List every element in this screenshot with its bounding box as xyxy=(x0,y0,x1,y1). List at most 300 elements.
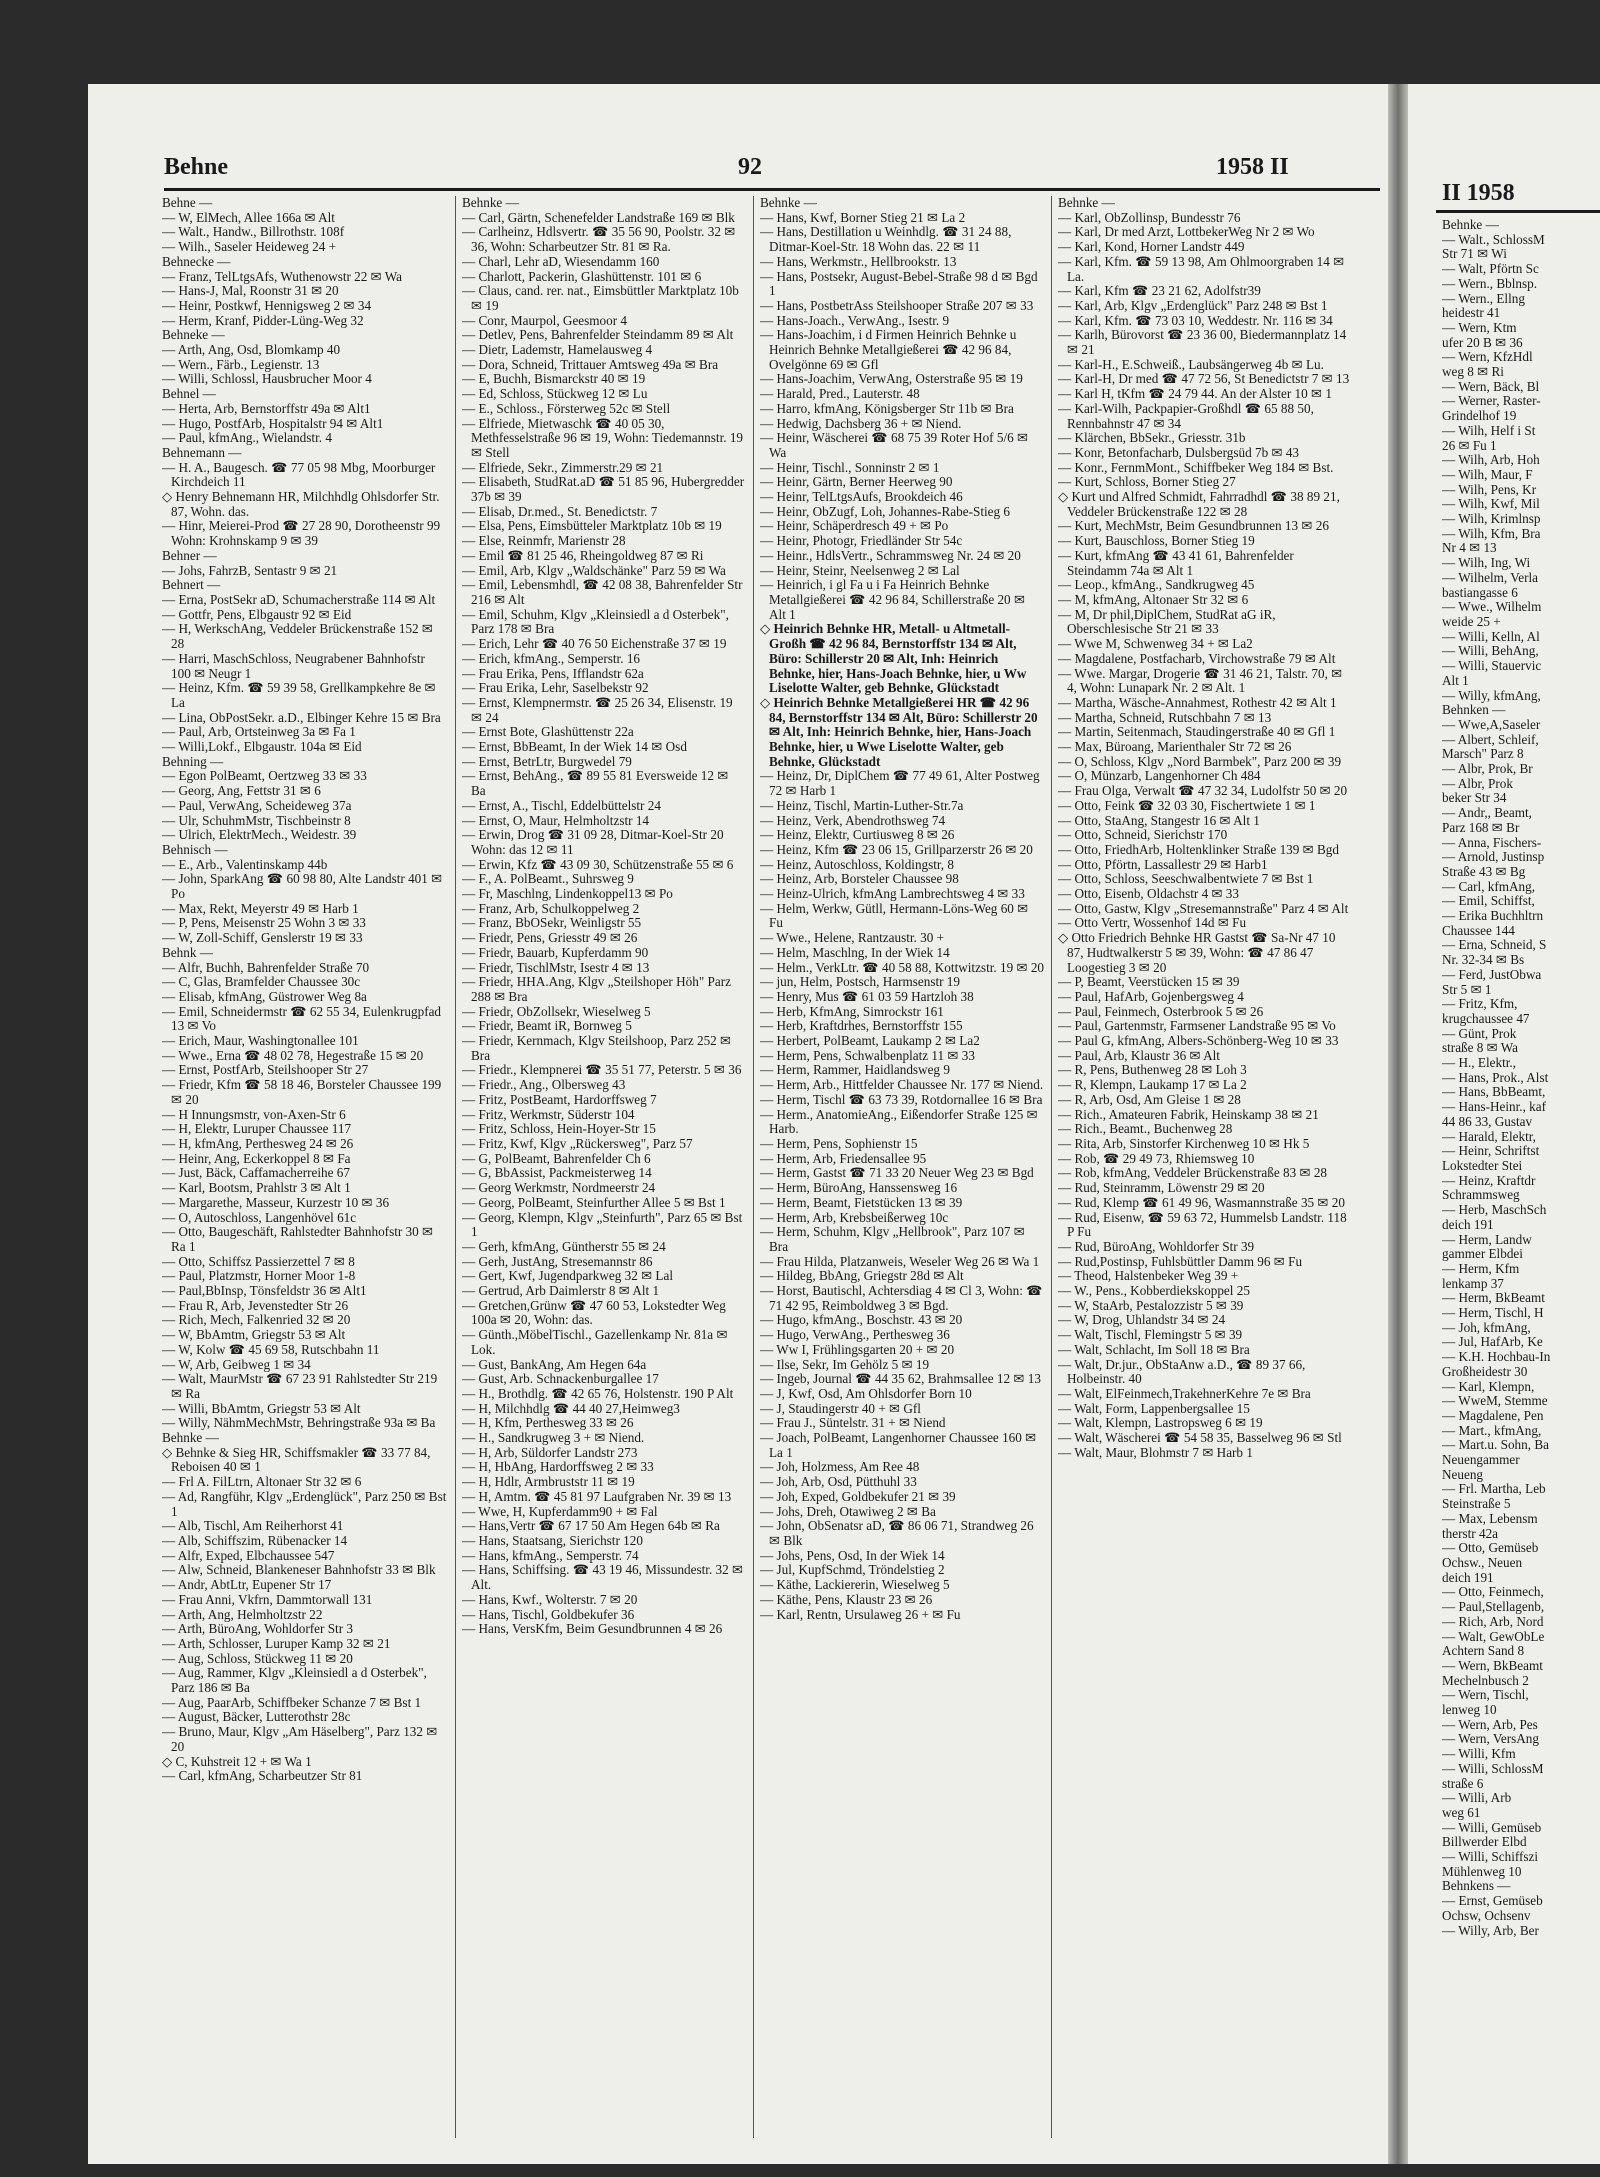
directory-entry: — Wern., Ellng xyxy=(1442,290,1525,306)
directory-entry: — Wern, Arb, Pes xyxy=(1442,1716,1538,1732)
directory-entry: — Karl-H., E.Schweiß., Laubsängerweg 4b ✉ Lu. xyxy=(1058,356,1324,372)
directory-entry: — Ulr, SchuhmMstr, Tischbeinstr 8 xyxy=(162,812,351,828)
directory-entry: — Karl, Kfm. ☎ 73 03 10, Weddestr. Nr. 116 ✉ 34 xyxy=(1058,312,1333,328)
directory-entry: — Friedr, Pens, Griesstr 49 ✉ 26 xyxy=(462,930,638,946)
facing-page xyxy=(1408,84,1600,2164)
directory-entry: — Herbert, PolBeamt, Laukamp 2 ✉ La2 xyxy=(760,1033,980,1049)
directory-entry: Neueng xyxy=(1442,1466,1484,1482)
directory-entry: — Else, Reinmfr, Marienstr 28 xyxy=(462,533,626,549)
header-rule xyxy=(164,188,1380,191)
directory-entry: Alt 1 xyxy=(1442,672,1469,688)
directory-entry: — Franz, TelLtgsAfs, Wuthenowstr 22 ✉ Wa xyxy=(162,268,403,284)
directory-entry: — W, Kolw ☎ 45 69 58, Rutschbahn 11 xyxy=(162,1341,380,1357)
directory-entry: — Walt, Schlacht, Im Soll 18 ✉ Bra xyxy=(1058,1341,1250,1357)
directory-entry: — Theod, Halstenbeker Weg 39 + xyxy=(1058,1268,1239,1284)
directory-entry: — Otto, StaAng, Stangestr 16 ✉ Alt 1 xyxy=(1058,812,1260,828)
directory-entry: — Horst, Bautischl, Achtersdiag 4 ✉ Cl 3, Wohn: ☎ 71 42 95, Reimboldweg 3 ✉ Bgd. xyxy=(760,1283,1043,1313)
directory-entry: ◇ Henry Behnemann HR, Milchhdlg Ohlsdorfer Str. 87, Wohn. das. xyxy=(162,489,440,519)
directory-entry: — Wilh, Kfm, Bra xyxy=(1442,525,1541,541)
directory-entry: — Willy, kfmAng, xyxy=(1442,687,1541,703)
directory-entry: — Hans, Destillation u Weinhdlg. ☎ 31 24 88, Ditmar-Koel-Str. 18 Wohn das. 22 ✉ 11 xyxy=(760,224,1012,255)
directory-entry: — Alb, Tischl, Am Reiherhorst 41 xyxy=(162,1518,344,1534)
directory-entry: Steinstraße 5 xyxy=(1442,1496,1511,1512)
directory-entry: — Herm, Tischl, H xyxy=(1442,1305,1544,1321)
directory-entry: — Elfriede, Sekr., Zimmerstr.29 ✉ 21 xyxy=(462,459,664,475)
directory-entry: — Fritz, PostBeamt, Hardorffsweg 7 xyxy=(462,1091,657,1107)
directory-entry: — Kurt, Schloss, Borner Stieg 27 xyxy=(1058,474,1236,490)
directory-entry: — Herm, Kfm xyxy=(1442,1260,1520,1276)
directory-entry: — Ad, Rangführ, Klgv „Erdenglück", Parz 250 ✉ Bst 1 xyxy=(162,1488,447,1519)
facing-page-header: II 1958 xyxy=(1442,180,1515,206)
directory-entry: — Otto, Feinmech, xyxy=(1442,1584,1544,1600)
directory-entry: — Ernst, BetrLtr, Burgwedel 79 xyxy=(462,753,632,769)
directory-entry: — Herm, Tischl ☎ 63 73 39, Rotdornallee 16 ✉ Bra xyxy=(760,1091,1043,1107)
directory-entry: — Andr, AbtLtr, Eupener Str 17 xyxy=(162,1577,332,1593)
directory-entry: — Georg Werkmstr, Nordmeerstr 24 xyxy=(462,1180,656,1196)
directory-entry: — W, StaArb, Pestalozzistr 5 ✉ 39 xyxy=(1058,1297,1244,1313)
directory-entry: — Harro, kfmAng, Königsberger Str 11b ✉ Bra xyxy=(760,400,1014,416)
directory-entry: — Kurt, Bauschloss, Borner Stieg 19 xyxy=(1058,533,1255,549)
directory-entry: — Kurt, kfmAng ☎ 43 41 61, Bahrenfelder Steindamm 74a ✉ Alt 1 xyxy=(1058,547,1294,578)
directory-entry: — Herb, Kraftdrhes, Bernstorffstr 155 xyxy=(760,1018,963,1034)
directory-entry: — Frl A. FilLtrn, Altonaer Str 32 ✉ 6 xyxy=(162,1474,362,1490)
directory-entry: weg 61 xyxy=(1442,1804,1481,1820)
directory-entry: ◇ Behnke & Sieg HR, Schiffsmakler ☎ 33 77 84, Reboisen 40 ✉ 1 xyxy=(162,1444,431,1475)
directory-entry: — Karl-Wilh, Packpapier-Großhdl ☎ 65 88 50, Rennbahnstr 47 ✉ 34 xyxy=(1058,400,1314,431)
directory-entry: — Andr,, Beamt, xyxy=(1442,805,1532,821)
directory-entry: — Friedr, TischlMstr, Isestr 4 ✉ 13 xyxy=(462,959,650,975)
directory-entry: — Emil, Schneidermstr ☎ 62 55 34, Eulenkrugpfad 13 ✉ Vo xyxy=(162,1003,442,1034)
directory-entry: — Herm, BkBeamt xyxy=(1442,1290,1545,1306)
directory-entry: — Hans, Werkmstr., Hellbrookstr. 13 xyxy=(760,253,957,269)
directory-entry: — Hans-J, Mal, Roonstr 31 ✉ 20 xyxy=(162,283,339,299)
directory-entry: — Ernst, Gemüseb xyxy=(1442,1893,1543,1909)
directory-entry: — Kurt, MechMstr, Beim Gesundbrunnen 13 ✉ 26 xyxy=(1058,518,1329,534)
directory-entry: — Johs, Dreh, Otawiweg 2 ✉ Ba xyxy=(760,1503,936,1519)
facing-header-rule xyxy=(1436,210,1600,213)
directory-entry: — Walt, Pförtn Sc xyxy=(1442,261,1539,277)
directory-entry: — Hans-Joachim, i d Firmen Heinrich Behnke u Heinrich Behnke Metallgießerei ☎ 42 96 84, Ovelgönne 69 ✉ Gfl xyxy=(760,327,1017,372)
directory-entry: — Willi,Lokf., Elbgaustr. 104a ✉ Eid xyxy=(162,739,362,755)
directory-entry: weide 25 + xyxy=(1442,613,1501,629)
directory-entry: Billwerder Elbd xyxy=(1442,1834,1527,1850)
directory-entry: — Heinr, Schriftst xyxy=(1442,1143,1540,1159)
directory-entry: — Willi, Schlossl, Hausbrucher Moor 4 xyxy=(162,371,372,387)
directory-entry: — Wern., Bblnsp. xyxy=(1442,275,1538,291)
directory-entry: Straße 43 ✉ Bg xyxy=(1442,863,1526,879)
directory-entry: — Dora, Schneid, Trittauer Amtsweg 49a ✉ Bra xyxy=(462,356,719,372)
directory-entry: — Wilh, Maur, F xyxy=(1442,466,1533,482)
directory-entry: — Erna, Schneid, S xyxy=(1442,937,1547,953)
directory-entry: — Egon PolBeamt, Oertzweg 33 ✉ 33 xyxy=(162,768,367,784)
directory-entry: — Carl, kfmAng, Scharbeutzer Str 81 xyxy=(162,1768,363,1784)
column-3 xyxy=(760,196,1044,2138)
directory-entry: — Heinz, Autoschloss, Koldingstr, 8 xyxy=(760,856,954,872)
directory-entry: — Otto, Gastw, Klgv „Stresemannstraße" Parz 4 ✉ Alt xyxy=(1058,900,1349,916)
directory-entry: — O, Autoschloss, Langenhövel 61c xyxy=(162,1209,357,1225)
directory-entry: — Willy, Arb, Ber xyxy=(1442,1922,1539,1938)
directory-entry: — Friedr., Klempnerei ☎ 35 51 77, Peterstr. 5 ✉ 36 xyxy=(462,1062,742,1078)
directory-entry: — H Innungsmstr, von-Axen-Str 6 xyxy=(162,1106,346,1122)
directory-entry: — Walt, Dr.jur., ObStaAnw a.D., ☎ 89 37 66, Holbeinstr. 40 xyxy=(1058,1356,1306,1387)
directory-entry: — Wwe., Erna ☎ 48 02 78, Hegestraße 15 ✉ 20 xyxy=(162,1047,424,1063)
directory-entry: — Carl, kfmAng, xyxy=(1442,878,1536,894)
directory-entry: — H., Elektr., xyxy=(1442,1055,1516,1071)
directory-entry: — Walt, Klempn, Lastropsweg 6 ✉ 19 xyxy=(1058,1415,1263,1431)
directory-entry: — Wilh., Saseler Heideweg 24 + xyxy=(162,239,337,255)
directory-entry: — Harald, Pred., Lauterstr. 48 xyxy=(760,386,920,402)
directory-entry: — F., A. PolBeamt., Suhrsweg 9 xyxy=(462,871,634,887)
directory-entry: — Carlheinz, Hdlsvertr. ☎ 35 56 90, Poolstr. 32 ✉ 36, Wohn: Scharbeutzer Str. 81 ✉ Ra. xyxy=(462,224,736,255)
directory-entry: — R, Arb, Osd, Am Gleise 1 ✉ 28 xyxy=(1058,1091,1241,1107)
directory-entry: — Frau Erika, Pens, Ifflandstr 62a xyxy=(462,665,644,681)
directory-entry: — Gerh, kfmAng, Güntherstr 55 ✉ 24 xyxy=(462,1238,666,1254)
directory-entry: — Fr, Maschlng, Lindenkoppel13 ✉ Po xyxy=(462,886,673,902)
surname-heading: Behnke — xyxy=(162,1430,219,1446)
directory-entry: — Walt, Form, Lappenbergsallee 15 xyxy=(1058,1400,1250,1416)
directory-entry: — Rob, ☎ 29 49 73, Rhiemsweg 10 xyxy=(1058,1150,1255,1166)
surname-heading: Behnert — xyxy=(162,577,221,593)
directory-entry: — E, Buchh, Bismarckstr 40 ✉ 19 xyxy=(462,371,646,387)
directory-entry: — Wilh, Ing, Wi xyxy=(1442,555,1531,571)
directory-entry: Schrammsweg xyxy=(1442,1187,1520,1203)
directory-entry: — Frau Hilda, Platzanweis, Weseler Weg 26 ✉ Wa 1 xyxy=(760,1253,1040,1269)
directory-entry: — H., Brothdlg. ☎ 42 65 76, Holstenstr. 190 P Alt xyxy=(462,1385,734,1401)
directory-entry: — Gretchen,Grünw ☎ 47 60 53, Lokstedter Weg 100a ✉ 20, Wohn: das. xyxy=(462,1297,726,1328)
directory-entry: — Emil, Schiffst, xyxy=(1442,893,1535,909)
directory-entry: — Otto, Pförtn, Lassallestr 29 ✉ Harb1 xyxy=(1058,856,1268,872)
directory-entry: — Heinr, Photogr, Friedländer Str 54c xyxy=(760,533,963,549)
directory-entry: Behnken — xyxy=(1442,702,1506,718)
directory-entry: — Willi, SchlossM xyxy=(1442,1760,1544,1776)
directory-entry: — Rud,Postinsp, Fuhlsbüttler Damm 96 ✉ Fu xyxy=(1058,1253,1303,1269)
directory-entry: — Willi, Kelln, Al xyxy=(1442,628,1540,644)
directory-entry: Behnkens — xyxy=(1442,1878,1511,1894)
directory-entry: Neuengammer xyxy=(1442,1452,1520,1468)
directory-entry: — Martha, Schneid, Rutschbahn 7 ✉ 13 xyxy=(1058,709,1272,725)
directory-entry: — Elsa, Pens, Eimsbütteler Marktplatz 10b ✉ 19 xyxy=(462,518,722,534)
column-1 xyxy=(162,196,448,2138)
directory-entry: — Hans, Kwf., Wolterstr. 7 ✉ 20 xyxy=(462,1591,638,1607)
directory-entry: — Mart.u. Sohn, Ba xyxy=(1442,1437,1549,1453)
directory-entry: — P, Beamt, Veerstücken 15 ✉ 39 xyxy=(1058,974,1240,990)
directory-entry: — Willi, Stauervic xyxy=(1442,658,1542,674)
directory-entry: — Herm, Arb., Hittfelder Chaussee Nr. 177 ✉ Niend. xyxy=(760,1077,1044,1093)
directory-entry: — Paul G, kfmAng, Albers-Schönberg-Weg 10 ✉ 33 xyxy=(1058,1033,1339,1049)
directory-entry: — Willi, Schiffszi xyxy=(1442,1849,1539,1865)
directory-entry: — Wilhelm, Verla xyxy=(1442,569,1539,585)
directory-entry: — Hans,Vertr ☎ 67 17 50 Am Hegen 64b ✉ Ra xyxy=(462,1518,720,1534)
directory-entry: — Ilse, Sekr, Im Gehölz 5 ✉ 19 xyxy=(760,1356,930,1372)
directory-entry: Chaussee 144 xyxy=(1442,922,1515,938)
directory-entry: — Konr, Betonfacharb, Dulsbergsüd 7b ✉ 43 xyxy=(1058,444,1300,460)
directory-entry: — G, BbAssist, Packmeisterweg 14 xyxy=(462,1165,652,1181)
directory-entry: — H, Hdlr, Armbruststr 11 ✉ 19 xyxy=(462,1474,635,1490)
directory-entry: — Erich, Lehr ☎ 40 76 50 Eichenstraße 37 ✉ 19 xyxy=(462,636,727,652)
directory-entry: — Herm., AnatomieAng., Eißendorfer Straße 125 ✉ Harb. xyxy=(760,1106,1038,1137)
directory-entry: — Emil, Lebensmhdl, ☎ 42 08 38, Bahrenfelder Str 216 ✉ Alt xyxy=(462,577,743,607)
running-head-year: 1958 II xyxy=(1216,154,1289,180)
directory-entry: — Aug, Rammer, Klgv „Kleinsiedl a d Osterbek", Parz 186 ✉ Ba xyxy=(162,1665,427,1696)
directory-entry: — Herta, Arb, Bernstorffstr 49a ✉ Alt1 xyxy=(162,400,371,416)
directory-entry: Parz 168 ✉ Br xyxy=(1442,819,1520,835)
directory-entry: — Albert, Schleif, xyxy=(1442,731,1539,747)
directory-entry: — Fritz, Schloss, Hein-Hoyer-Str 15 xyxy=(462,1121,656,1137)
directory-entry: — Rich, Mech, Falkenried 32 ✉ 20 xyxy=(162,1312,351,1328)
directory-entry: — Margarethe, Masseur, Kurzestr 10 ✉ 36 xyxy=(162,1194,390,1210)
directory-entry: — Heinz, Elektr, Curtiusweg 8 ✉ 26 xyxy=(760,827,955,843)
directory-entry: — Alfr, Exped, Elbchaussee 547 xyxy=(162,1547,335,1563)
directory-entry: — Friedr., Ang., Olbersweg 43 xyxy=(462,1077,626,1093)
directory-entry: — Ingeb, Journal ☎ 44 35 62, Brahmsallee 12 ✉ 13 xyxy=(760,1371,1041,1387)
directory-entry: — Käthe, Pens, Klaustr 23 ✉ 26 xyxy=(760,1591,933,1607)
directory-entry: — Otto, FriedhArb, Holtenklinker Straße 139 ✉ Bgd xyxy=(1058,841,1339,857)
directory-entry: weg 8 ✉ Ri xyxy=(1442,364,1504,380)
directory-entry: — Elisabeth, StudRat.aD ☎ 51 85 96, Hubergredder 37b ✉ 39 xyxy=(462,474,745,505)
column-divider xyxy=(753,196,754,2138)
directory-entry: — Aug, Schloss, Stückweg 11 ✉ 20 xyxy=(162,1650,353,1666)
directory-entry: — R, Klempn, Laukamp 17 ✉ La 2 xyxy=(1058,1077,1247,1093)
directory-entry: — Paul, Gartenmstr, Farmsener Landstraße 95 ✉ Vo xyxy=(1058,1018,1336,1034)
directory-entry: — Arth, Ang, Helmholtzstr 22 xyxy=(162,1606,323,1622)
directory-entry: — Hugo, PostfArb, Hospitalstr 94 ✉ Alt1 xyxy=(162,415,384,431)
directory-entry: — Herm, Pens, Schwalbenplatz 11 ✉ 33 xyxy=(760,1047,975,1063)
directory-entry: — Helm, Werkw, Gütll, Hermann-Löns-Weg 60 ✉ Fu xyxy=(760,900,1029,931)
directory-entry: — Karl, Klempn, xyxy=(1442,1378,1535,1394)
directory-entry: — Frl. Martha, Leb xyxy=(1442,1481,1546,1497)
directory-entry: — Otto, Baugeschäft, Rahlstedter Bahnhofstr 30 ✉ Ra 1 xyxy=(162,1224,434,1254)
directory-entry: — Heinr, Steinr, Neelsenweg 2 ✉ Lal xyxy=(760,562,960,578)
directory-entry: — Gertrud, Arb Daimlerstr 8 ✉ Alt 1 xyxy=(462,1283,660,1299)
directory-entry: — Rud, Eisenw, ☎ 59 63 72, Hummelsb Landstr. 118 P Fu xyxy=(1058,1209,1347,1240)
directory-entry: — Paul, HafArb, Gojenbergsweg 4 xyxy=(1058,988,1244,1004)
directory-entry: Str 5 ✉ 1 xyxy=(1442,981,1492,997)
directory-entry: Nr. 32-34 ✉ Bs xyxy=(1442,952,1525,968)
directory-entry: — Paul,BbInsp, Tönsfeldstr 36 ✉ Alt1 xyxy=(162,1283,367,1299)
directory-entry: — Joh, Arb, Osd, Pütthuhl 33 xyxy=(760,1474,917,1490)
directory-entry: — Elfriede, Mietwaschk ☎ 40 05 30, Methfesselstraße 96 ✉ 19, Wohn: Tiedemannstr. 19 ✉ Stell xyxy=(462,415,744,460)
directory-entry: — Detlev, Pens, Bahrenfelder Steindamm 89 ✉ Alt xyxy=(462,327,734,343)
directory-entry: — Rud, Klemp ☎ 61 49 96, Wasmannstraße 35 ✉ 20 xyxy=(1058,1194,1345,1210)
directory-entry: — Wwe M, Schwenweg 34 + ✉ La2 xyxy=(1058,636,1253,652)
directory-entry: — Emil, Arb, Klgv „Waldschänke" Parz 59 ✉ Wa xyxy=(462,562,726,578)
directory-entry: — Walt., SchlossM xyxy=(1442,231,1545,247)
directory-entry: — Willi, BbAmtm, Griegstr 53 ✉ Alt xyxy=(162,1400,361,1416)
directory-entry: — Arth, BüroAng, Wohldorfer Str 3 xyxy=(162,1621,353,1637)
directory-entry: — Heinz, Arb, Borsteler Chaussee 98 xyxy=(760,871,959,887)
directory-entry: — Erwin, Kfz ☎ 43 09 30, Schützenstraße 55 ✉ 6 xyxy=(462,856,734,872)
directory-entry: — Heinr, Tischl., Sonninstr 2 ✉ 1 xyxy=(760,459,940,475)
directory-entry: — H, kfmAng, Perthesweg 24 ✉ 26 xyxy=(162,1136,354,1151)
directory-entry: — Frau Anni, Vkfrn, Dammtorwall 131 xyxy=(162,1591,373,1607)
directory-entry: — M, kfmAng, Altonaer Str 32 ✉ 6 xyxy=(1058,591,1249,607)
directory-entry: — Hugo, kfmAng., Boschstr. 43 ✉ 20 xyxy=(760,1312,963,1328)
directory-entry: — Otto, Feink ☎ 32 03 30, Fischertwiete 1 ✉ 1 xyxy=(1058,797,1316,813)
directory-entry: — C, Glas, Bramfelder Chaussee 30c xyxy=(162,974,361,990)
page-number: 92 xyxy=(738,154,762,180)
directory-entry: — Hans-Heinr., kaf xyxy=(1442,1099,1547,1115)
directory-entry: — Hans, PostbetrAss Steilshooper Straße 207 ✉ 33 xyxy=(760,297,1034,313)
directory-entry: — Franz, Arb, Schulkoppelweg 2 xyxy=(462,900,640,916)
directory-entry: — Elisab, kfmAng, Güstrower Weg 8a xyxy=(162,988,367,1004)
directory-entry: — Friedr, Kfm ☎ 58 18 46, Borsteler Chaussee 199 ✉ 20 xyxy=(162,1077,442,1107)
directory-entry: — Karl, Arb, Klgv „Erdenglück" Parz 248 ✉ Bst 1 xyxy=(1058,297,1328,313)
directory-entry: deich 191 xyxy=(1442,1569,1494,1585)
directory-entry: — Paul, Platzmstr, Horner Moor 1-8 xyxy=(162,1268,356,1284)
directory-entry: — Leop., kfmAng., Sandkrugweg 45 xyxy=(1058,577,1255,593)
directory-entry: — Wwe. Margar, Drogerie ☎ 31 46 21, Talstr. 70, ✉ 4, Wohn: Lunapark Nr. 2 ✉ Alt. 1 xyxy=(1058,665,1343,696)
directory-entry: — Arth, Schlosser, Luruper Kamp 32 ✉ 21 xyxy=(162,1635,391,1651)
directory-entry: — Friedr, Bauarb, Kupferdamm 90 xyxy=(462,944,649,960)
directory-entry: — Max, Lebensm xyxy=(1442,1510,1538,1526)
directory-entry: — Hedwig, Dachsberg 36 + ✉ Niend. xyxy=(760,415,962,431)
directory-entry: — Friedr, Kernmach, Klgv Steilshoop, Parz 252 ✉ Bra xyxy=(462,1033,732,1063)
directory-entry: — Joh, Holzmess, Am Ree 48 xyxy=(760,1459,920,1475)
directory-entry: — Wern., Färb., Legienstr. 13 xyxy=(162,356,320,372)
directory-entry: Nr 4 ✉ 13 xyxy=(1442,540,1497,556)
directory-entry: — WweM, Stemme xyxy=(1442,1393,1548,1409)
directory-entry: — Herm, Pens, Sophienstr 15 xyxy=(760,1136,918,1151)
directory-entry: — H. A., Baugesch. ☎ 77 05 98 Mbg, Moorburger Kirchdeich 11 xyxy=(162,459,436,490)
directory-entry: — Johs, FahrzB, Sentastr 9 ✉ 21 xyxy=(162,562,338,578)
directory-entry: 44 86 33, Gustav xyxy=(1442,1113,1533,1129)
directory-entry: — Gottfr, Pens, Elbgaustr 92 ✉ Eid xyxy=(162,606,352,622)
directory-entry: — Martha, Wäsche-Annahmest, Rothestr 42 ✉ Alt 1 xyxy=(1058,694,1337,710)
directory-entry: — Karl H, tKfm ☎ 24 79 44. An der Alster 10 ✉ 1 xyxy=(1058,386,1332,402)
directory-entry: — Wilh, Krimlnsp xyxy=(1442,511,1541,527)
directory-entry: — Paul, VerwAng, Scheideweg 37a xyxy=(162,797,352,813)
directory-entry: — Elisab, Dr.med., St. Benedictstr. 7 xyxy=(462,503,658,519)
directory-entry: — Rich., Beamt., Buchenweg 28 xyxy=(1058,1121,1233,1137)
directory-entry: Behnke — xyxy=(1442,218,1499,232)
directory-entry: — Rud, BüroAng, Wohldorfer Str 39 xyxy=(1058,1238,1255,1254)
directory-entry: — O, Schloss, Klgv „Nord Barmbek", Parz 200 ✉ 39 xyxy=(1058,753,1342,769)
directory-entry: — Heinz-Ulrich, kfmAng Lambrechtsweg 4 ✉ 33 xyxy=(760,886,1025,902)
directory-entry: — Joach, PolBeamt, Langenhorner Chaussee 160 ✉ La 1 xyxy=(760,1430,1037,1460)
directory-entry: Mechelnbusch 2 xyxy=(1442,1672,1529,1688)
directory-entry: — Ernst, A., Tischl, Eddelbüttelstr 24 xyxy=(462,797,661,813)
directory-entry: — Albr, Prok, Br xyxy=(1442,761,1533,777)
directory-entry: — Erwin, Drog ☎ 31 09 28, Ditmar-Koel-Str 20 Wohn: das 12 ✉ 11 xyxy=(462,827,724,857)
directory-entry: — Otto Vertr, Wossenhof 14d ✉ Fu xyxy=(1058,915,1247,931)
directory-entry: — Paul, kfmAng., Wielandstr. 4 xyxy=(162,430,332,446)
directory-entry: lenweg 10 xyxy=(1442,1702,1497,1718)
directory-entry: ◇ Kurt und Alfred Schmidt, Fahrradhdl ☎ 38 89 21, Veddeler Brückenstraße 122 ✉ 28 xyxy=(1058,489,1340,519)
directory-entry: Großheidestr 30 xyxy=(1442,1363,1528,1379)
directory-entry: — Friedr, Beamt iR, Bornweg 5 xyxy=(462,1018,632,1034)
directory-entry: — J, Kwf, Osd, Am Ohlsdorfer Born 10 xyxy=(760,1385,972,1401)
directory-entry: — W, BbAmtm, Griegstr 53 ✉ Alt xyxy=(162,1327,346,1343)
surname-heading: Behnemann — xyxy=(162,444,242,460)
directory-entry: — Gerh, JustAng, Stresemannstr 86 xyxy=(462,1253,653,1269)
directory-entry: — Jul, KupfSchmd, Tröndelstieg 2 xyxy=(760,1562,945,1578)
directory-entry: — Gust, BankAng, Am Hegen 64a xyxy=(462,1356,647,1372)
directory-entry: — M, Dr phil,DiplChem, StudRat aG iR, Oberschlesische Str 21 ✉ 33 xyxy=(1058,606,1276,637)
directory-entry: — Fritz, Kfm, xyxy=(1442,996,1518,1012)
directory-entry: — Frau R, Arb, Jevenstedter Str 26 xyxy=(162,1297,349,1313)
directory-entry: — Konr., FernmMont., Schiffbeker Weg 184 ✉ Bst. xyxy=(1058,459,1334,475)
directory-entry: — Helm, Maschlng, In der Wiek 14 xyxy=(760,944,950,960)
directory-entry: — Anna, Fischers- xyxy=(1442,834,1542,850)
directory-entry: — Frau J., Süntelstr. 31 + ✉ Niend xyxy=(760,1415,946,1431)
directory-entry: — Herm, Beamt, Fietstücken 13 ✉ 39 xyxy=(760,1194,963,1210)
directory-entry: deich 191 xyxy=(1442,1216,1494,1232)
directory-entry: — Otto, Schiffsz Passierzettel 7 ✉ 8 xyxy=(162,1253,355,1269)
column-divider xyxy=(1051,196,1052,2138)
directory-entry: — R, Pens, Buthenweg 28 ✉ Loh 3 xyxy=(1058,1062,1247,1078)
directory-entry: ◇ C, Kuhstreit 12 + ✉ Wa 1 xyxy=(162,1753,312,1769)
directory-entry: — Herm, Schuhm, Klgv „Hellbrook", Parz 107 ✉ Bra xyxy=(760,1224,1025,1254)
directory-entry: — Fritz, Werkmstr, Süderstr 104 xyxy=(462,1106,635,1122)
directory-entry: — Hans, Prok., Alst xyxy=(1442,1069,1549,1085)
directory-entry: — Carl, Gärtn, Schenefelder Landstraße 169 ✉ Blk xyxy=(462,209,735,225)
directory-entry: — W, Arb, Geibweg 1 ✉ 34 xyxy=(162,1356,311,1372)
directory-entry: — Heinz, Kfm. ☎ 59 39 58, Grellkampkehre 8e ✉ La xyxy=(162,680,436,710)
directory-entry: — Jul, HafArb, Ke xyxy=(1442,1334,1543,1350)
directory-entry: — W, ElMech, Allee 166a ✉ Alt xyxy=(162,209,335,225)
directory-entry: — Erich, Maur, Washingtonallee 101 xyxy=(162,1033,359,1049)
directory-entry: — Heinr, Ang, Eckerkoppel 8 ✉ Fa xyxy=(162,1150,351,1166)
surname-heading: Behne — xyxy=(162,196,213,210)
directory-entry: — Alb, Schiffszim, Rübenacker 14 xyxy=(162,1532,348,1548)
directory-entry: ufer 20 B ✉ 36 xyxy=(1442,334,1523,350)
directory-entry: — Emil, Schuhm, Klgv „Kleinsiedl a d Osterbek", Parz 178 ✉ Bra xyxy=(462,606,729,637)
directory-entry: Marsch" Parz 8 xyxy=(1442,746,1524,762)
directory-entry: — Otto, Eisenb, Oldachstr 4 ✉ 33 xyxy=(1058,886,1239,902)
directory-entry: — Rita, Arb, Sinstorfer Kirchenweg 10 ✉ Hk 5 xyxy=(1058,1136,1310,1151)
directory-entry: — Wwe,A,Saseler xyxy=(1442,716,1541,732)
directory-entry: ◇ Heinrich Behnke HR, Metall- u Altmetall-Großh ☎ 42 96 84, Bernstorffstr 134 ✉ Alt, Büro: Schillerstr 20 ✉ Alt, Inh: Heinrich Behnke, hier, Hans-Joach Behnke, hier, u Ww Liselotte Walter, geb Behnke, Glückstadt xyxy=(760,621,1027,696)
directory-entry: — Ed, Schloss, Stückweg 12 ✉ Lu xyxy=(462,386,648,402)
directory-entry: 26 ✉ Fu 1 xyxy=(1442,437,1497,453)
column-2 xyxy=(462,196,746,2138)
directory-entry: — Arnold, Justinsp xyxy=(1442,849,1545,865)
surname-heading: Behnke — xyxy=(1058,196,1115,210)
directory-entry: — Mart., kfmAng, xyxy=(1442,1422,1542,1438)
directory-entry: — Rob, kfmAng, Veddeler Brückenstraße 83 ✉ 28 xyxy=(1058,1165,1328,1181)
column-4 xyxy=(1058,196,1350,2138)
directory-entry: — Charlott, Packerin, Glashüttenstr. 101 ✉ 6 xyxy=(462,268,702,284)
directory-entry: — Martin, Seitenmach, Staudingerstraße 40 ✉ Gfl 1 xyxy=(1058,724,1336,740)
directory-entry: — Fritz, Kwf, Klgv „Rückersweg", Parz 57 xyxy=(462,1136,693,1151)
surname-heading: Behnke — xyxy=(462,196,519,210)
directory-entry: — Willi, Arb xyxy=(1442,1790,1512,1806)
directory-entry: — Klärchen, BbSekr., Griesstr. 31b xyxy=(1058,430,1246,446)
directory-entry: — Willi, BehAng, xyxy=(1442,643,1539,659)
directory-entry: — Walt, Tischl, Flemingstr 5 ✉ 39 xyxy=(1058,1327,1243,1343)
directory-entry: — W, Drog, Uhlandstr 34 ✉ 24 xyxy=(1058,1312,1226,1328)
directory-entry: — Herm, Rammer, Haidlandsweg 9 xyxy=(760,1062,950,1078)
directory-entry: — Herm, Gastst ☎ 71 33 20 Neuer Weg 23 ✉ Bgd xyxy=(760,1165,1034,1181)
directory-entry: — Rich, Arb, Nord xyxy=(1442,1613,1544,1629)
directory-page xyxy=(88,84,1388,2164)
directory-entry: — H, Kfm, Perthesweg 33 ✉ 26 xyxy=(462,1415,634,1431)
directory-entry: — Günth.,MöbelTischl., Gazellenkamp Nr. 81a ✉ Lok. xyxy=(462,1327,728,1357)
directory-entry: — jun, Helm, Postsch, Harmsenstr 19 xyxy=(760,974,960,990)
directory-entry: — G, PolBeamt, Bahrenfelder Ch 6 xyxy=(462,1150,651,1166)
directory-entry: — Max, Büroang, Marienthaler Str 72 ✉ 26 xyxy=(1058,739,1292,755)
directory-entry: — Paul, Arb, Ortsteinweg 3a ✉ Fa 1 xyxy=(162,724,356,740)
directory-entry: — Dietr, Lademstr, Hamelausweg 4 xyxy=(462,342,653,358)
directory-entry: — Karl, Rentn, Ursulaweg 26 + ✉ Fu xyxy=(760,1606,961,1622)
directory-entry: — Conr, Maurpol, Geesmoor 4 xyxy=(462,312,628,328)
directory-entry: — E., Schloss., Försterweg 52c ✉ Stell xyxy=(462,400,671,416)
directory-entry: — Ernst, BehAng., ☎ 89 55 81 Eversweide 12 ✉ Ba xyxy=(462,768,729,799)
directory-entry: — Heinr, TelLtgsAufs, Brookdeich 46 xyxy=(760,489,963,505)
directory-entry: — Walt, Wäscherei ☎ 54 58 35, Basselweg 96 ✉ Stl xyxy=(1058,1430,1342,1446)
directory-entry: — Johs, Pens, Osd, In der Wiek 14 xyxy=(760,1547,945,1563)
directory-entry: — Harald, Elektr, xyxy=(1442,1128,1536,1144)
